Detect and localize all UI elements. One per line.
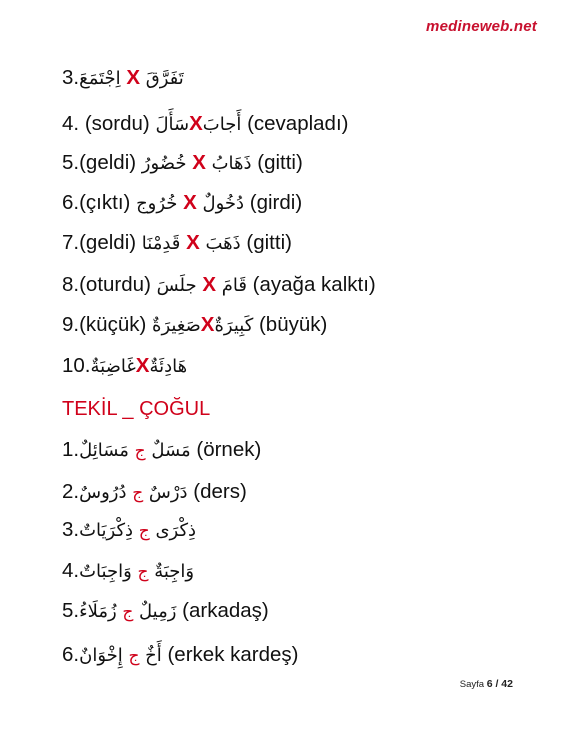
- page-number: [460, 678, 513, 690]
- opposite-marker: X: [126, 66, 141, 89]
- arabic-singular: دَرْسٌ: [148, 482, 188, 503]
- item-number: 10.: [62, 354, 91, 377]
- item-number: 5.: [62, 151, 80, 174]
- item-number: 6.: [62, 643, 80, 666]
- turkish-meaning: (girdi): [249, 191, 303, 214]
- arabic-singular: ذِكْرَى: [155, 520, 197, 541]
- arabic-word: دُخُولٌ: [202, 193, 245, 214]
- plural-line: [62, 517, 196, 544]
- opposite-marker: X: [202, 273, 217, 296]
- turkish-meaning: (erkek kardeş): [167, 643, 299, 666]
- section-heading: TEKİL _ ÇOĞUL: [62, 398, 211, 420]
- opposite-line: [62, 65, 184, 92]
- arabic-word: خُضُورُ: [141, 153, 187, 174]
- plural-marker: ج: [128, 646, 140, 666]
- plural-marker: ج: [138, 521, 150, 541]
- turkish-meaning: (örnek): [196, 438, 262, 461]
- turkish-meaning: (cevapladı): [247, 112, 349, 135]
- arabic-singular: زَمِيلٌ: [139, 601, 177, 622]
- arabic-word: جلَسَ: [156, 275, 197, 296]
- arabic-plural: إِخْوَانٌ: [79, 645, 123, 666]
- opposite-marker: X: [183, 191, 197, 214]
- plural-line: [62, 479, 247, 506]
- arabic-singular: وَاجِبَةٌ: [154, 561, 195, 582]
- opposite-line: [62, 272, 376, 299]
- plural-marker: ج: [132, 483, 144, 503]
- item-number: 6.: [62, 191, 80, 214]
- arabic-plural: وَاجِبَاتٌ: [79, 561, 132, 582]
- turkish-meaning: (ayağa kalktı): [252, 273, 376, 296]
- arabic-word: ذَهَبَ: [205, 233, 241, 254]
- page-label: Sayfa: [459, 679, 485, 690]
- arabic-word: صَغِيرَةٌ: [152, 315, 201, 336]
- arabic-word: قَامَ: [221, 275, 247, 296]
- arabic-word: تَفَرَّقَ: [145, 68, 184, 89]
- opposite-line: [62, 312, 327, 339]
- item-number: 3.: [62, 66, 80, 89]
- arabic-word: خُرُوج: [136, 193, 178, 214]
- item-number: 8.: [62, 273, 80, 296]
- arabic-plural: دُرُوسٌ: [79, 482, 127, 503]
- item-number: 9.: [62, 313, 80, 336]
- arabic-singular: مَسَلٌ: [151, 440, 191, 461]
- item-number: 4.: [62, 112, 80, 135]
- turkish-meaning: (büyük): [258, 313, 328, 336]
- arabic-word: قَدِمْنَا: [141, 233, 181, 254]
- turkish-meaning: (oturdu): [79, 273, 151, 296]
- page-count: 6 / 42: [486, 678, 513, 690]
- arabic-word: سَأَلَ: [155, 114, 190, 135]
- opposite-line: [62, 111, 348, 138]
- turkish-meaning: (gitti): [246, 231, 292, 254]
- opposite-marker: X: [189, 112, 203, 135]
- arabic-word: أَجابَ: [202, 114, 242, 135]
- plural-marker: ج: [122, 602, 134, 622]
- arabic-word: غَاضِبَةٌ: [90, 356, 136, 377]
- item-number: 5.: [62, 599, 80, 622]
- plural-line: [62, 437, 261, 464]
- arabic-plural: زُمَلَاءُ: [79, 601, 117, 622]
- opposite-marker: X: [192, 151, 206, 174]
- plural-line: [62, 558, 194, 585]
- turkish-meaning: (çıktı): [79, 191, 131, 214]
- opposite-line: [62, 230, 292, 257]
- opposite-line: [62, 150, 303, 177]
- item-number: 1.: [62, 438, 80, 461]
- item-number: 3.: [62, 518, 80, 541]
- plural-marker: ج: [134, 441, 146, 461]
- item-number: 2.: [62, 480, 80, 503]
- turkish-meaning: (sordu): [84, 112, 150, 135]
- item-number: 4.: [62, 559, 80, 582]
- turkish-meaning: (küçük): [79, 313, 147, 336]
- arabic-word: كَبِيرَةٌ: [214, 315, 254, 336]
- turkish-meaning: (gitti): [257, 151, 303, 174]
- arabic-singular: أَخٌ: [145, 645, 162, 666]
- arabic-word: ذَهَابُ: [211, 153, 252, 174]
- site-watermark: medineweb.net: [426, 18, 537, 35]
- turkish-meaning: (geldi): [79, 151, 137, 174]
- turkish-meaning: (geldi): [79, 231, 137, 254]
- opposite-marker: X: [186, 231, 200, 254]
- item-number: 7.: [62, 231, 80, 254]
- plural-marker: ج: [137, 562, 149, 582]
- opposite-line: [62, 353, 187, 380]
- arabic-plural: مَسَائِلٌ: [79, 440, 129, 461]
- arabic-word: اِجْتَمَعَ: [79, 68, 121, 89]
- arabic-plural: ذِكْرَيَاتٌ: [79, 520, 134, 541]
- plural-line: [62, 642, 299, 669]
- opposite-marker: X: [200, 313, 215, 336]
- opposite-marker: X: [135, 354, 150, 377]
- plural-line: [62, 598, 269, 625]
- turkish-meaning: (ders): [193, 480, 247, 503]
- opposite-line: [62, 190, 302, 217]
- turkish-meaning: (arkadaş): [182, 599, 269, 622]
- arabic-word: هَادِئَةٌ: [149, 356, 188, 377]
